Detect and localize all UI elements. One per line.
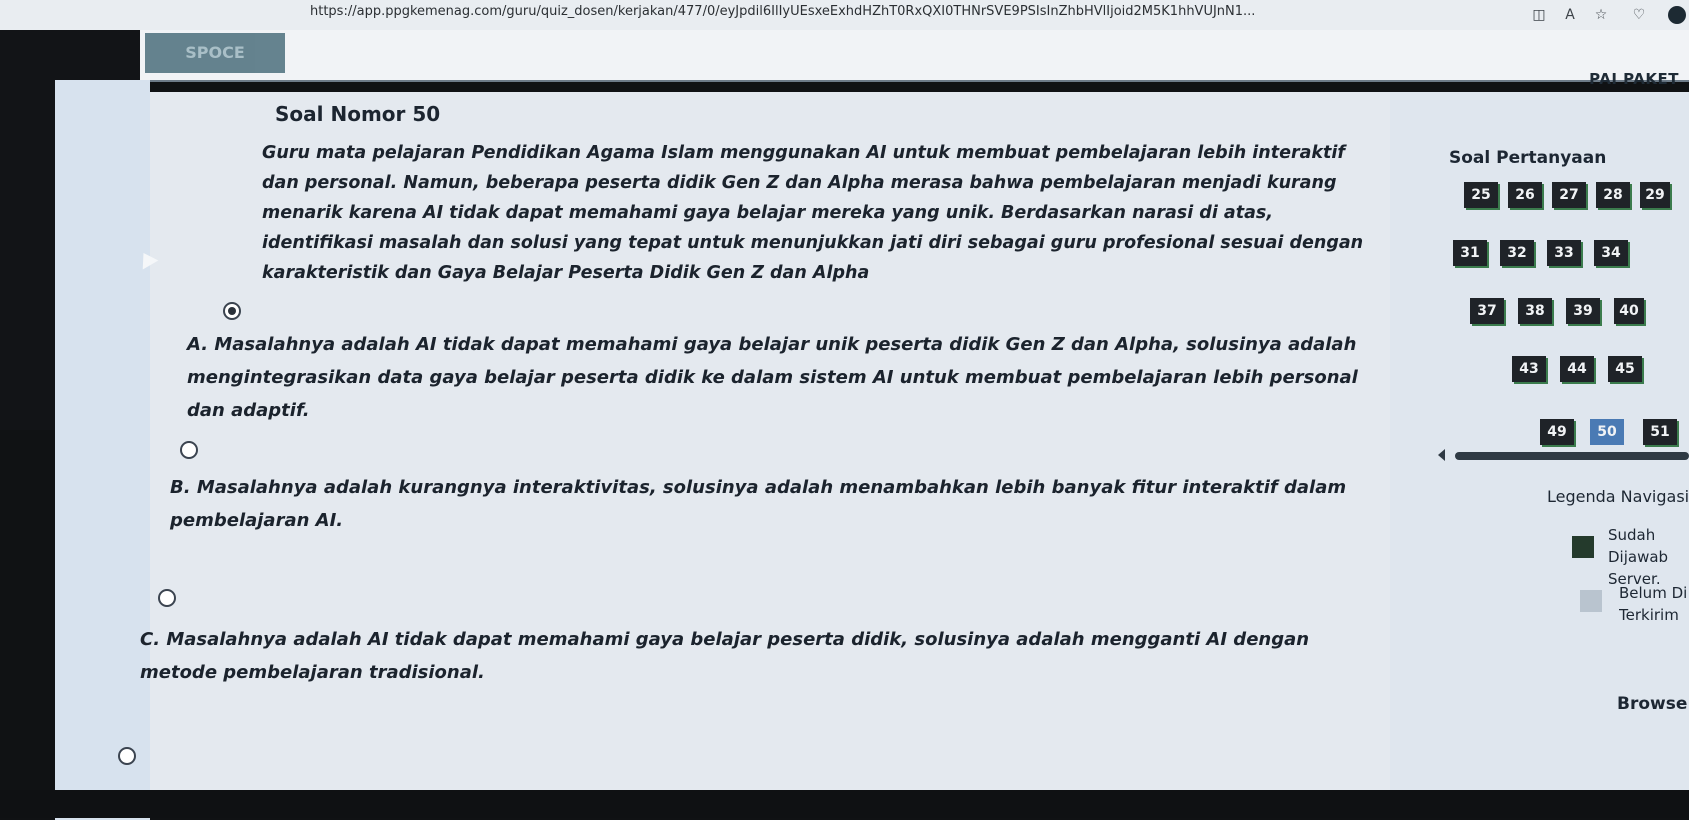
legend-answered-text: Sudah Dijawab Server. bbox=[1608, 526, 1669, 588]
profile-avatar[interactable] bbox=[1668, 6, 1686, 24]
nav-question-32[interactable]: 32 bbox=[1500, 240, 1534, 266]
nav-question-33[interactable]: 33 bbox=[1547, 240, 1581, 266]
legend-unsent-text: Belum Di Terkirim bbox=[1619, 584, 1688, 624]
option-a-label[interactable]: A. Masalahnya adalah AI tidak dapat memahami gaya belajar unik peserta didik Gen Z dan Alpha, solusinya adalah mengintegrasikan data gaya belajar peserta didik ke dalam sistem AI untuk membuat pembelajaran lebih personal dan adaptif. bbox=[187, 334, 1358, 421]
nav-question-40[interactable]: 40 bbox=[1614, 298, 1644, 324]
address-bar[interactable]: https://app.ppgkemenag.com/guru/quiz_dosen/kerjakan/477/0/eyJpdil6IlIyUEsxeExhdHZhT0RxQXI0THNrSVE9PSIsInZhbHVlIjoid2M5K1hhVUJnN1... bbox=[310, 4, 1256, 19]
nav-question-34[interactable]: 34 bbox=[1594, 240, 1628, 266]
question-title: Soal Nomor 50 bbox=[275, 102, 441, 126]
legend-answered-swatch bbox=[1572, 536, 1594, 558]
nav-question-31[interactable]: 31 bbox=[1453, 240, 1487, 266]
nav-question-27[interactable]: 27 bbox=[1552, 182, 1586, 208]
nav-question-38[interactable]: 38 bbox=[1518, 298, 1552, 324]
reader-icon[interactable]: ◫ bbox=[1532, 7, 1546, 23]
favorite-star-icon[interactable]: ☆ bbox=[1594, 7, 1608, 23]
app-header bbox=[140, 30, 1689, 82]
browser-toolbar bbox=[0, 0, 1689, 31]
left-sidebar-strip bbox=[55, 80, 150, 820]
nav-question-45[interactable]: 45 bbox=[1608, 356, 1642, 382]
package-label: PAI PAKET bbox=[1589, 70, 1679, 88]
legend-unsent-swatch bbox=[1580, 590, 1602, 612]
nav-question-43[interactable]: 43 bbox=[1512, 356, 1546, 382]
legend-title: Legenda Navigasi bbox=[1547, 487, 1689, 506]
nav-question-44[interactable]: 44 bbox=[1560, 356, 1594, 382]
nav-question-29[interactable]: 29 bbox=[1640, 182, 1670, 208]
nav-scrollbar[interactable] bbox=[1455, 452, 1689, 460]
text-size-icon[interactable]: A bbox=[1565, 7, 1575, 23]
nav-panel-title: Soal Pertanyaan bbox=[1449, 148, 1607, 168]
nav-question-39[interactable]: 39 bbox=[1566, 298, 1600, 324]
nav-question-37[interactable]: 37 bbox=[1470, 298, 1504, 324]
option-c-radio[interactable] bbox=[158, 589, 176, 607]
nav-question-51[interactable]: 51 bbox=[1643, 419, 1677, 445]
nav-question-49[interactable]: 49 bbox=[1540, 419, 1574, 445]
nav-question-28[interactable]: 28 bbox=[1596, 182, 1630, 208]
option-d-radio[interactable] bbox=[118, 747, 136, 765]
option-c-label[interactable]: C. Masalahnya adalah AI tidak dapat memahami gaya belajar peserta didik, solusinya adalah mengganti AI dengan metode pembelajaran tradisional. bbox=[140, 629, 1310, 683]
question-text: Guru mata pelajaran Pendidikan Agama Islam menggunakan AI untuk membuat pembelajaran lebih interaktif dan personal. Namun, beberapa peserta didik Gen Z dan Alpha merasa bahwa pembelajaran menjadi kurang menarik karena AI tidak dapat memahami gaya belajar mereka yang unik. Berdasarkan narasi di atas, identifikasi masalah dan solusi yang tepat untuk menunjukkan jati diri sebagai guru profesional sesuai dengan karakteristik dan Gaya Belajar Peserta Didik Gen Z dan Alpha bbox=[262, 143, 1364, 283]
option-b-radio[interactable] bbox=[180, 441, 198, 459]
nav-question-50-current[interactable]: 50 bbox=[1590, 419, 1624, 445]
extensions-icon[interactable]: ♡ bbox=[1632, 7, 1646, 23]
option-a-radio[interactable] bbox=[223, 302, 241, 320]
browse-button[interactable]: Browse bbox=[1617, 694, 1688, 714]
option-b-label[interactable]: B. Masalahnya adalah kurangnya interaktivitas, solusinya adalah menambahkan lebih banyak fitur interaktif dalam pembelajaran AI. bbox=[170, 477, 1347, 531]
nav-question-25[interactable]: 25 bbox=[1464, 182, 1498, 208]
logo: SPOCE bbox=[145, 33, 285, 73]
scroll-left-arrow-icon[interactable] bbox=[1438, 449, 1445, 461]
screen-bottom-bezel bbox=[0, 790, 1689, 818]
nav-question-26[interactable]: 26 bbox=[1508, 182, 1542, 208]
